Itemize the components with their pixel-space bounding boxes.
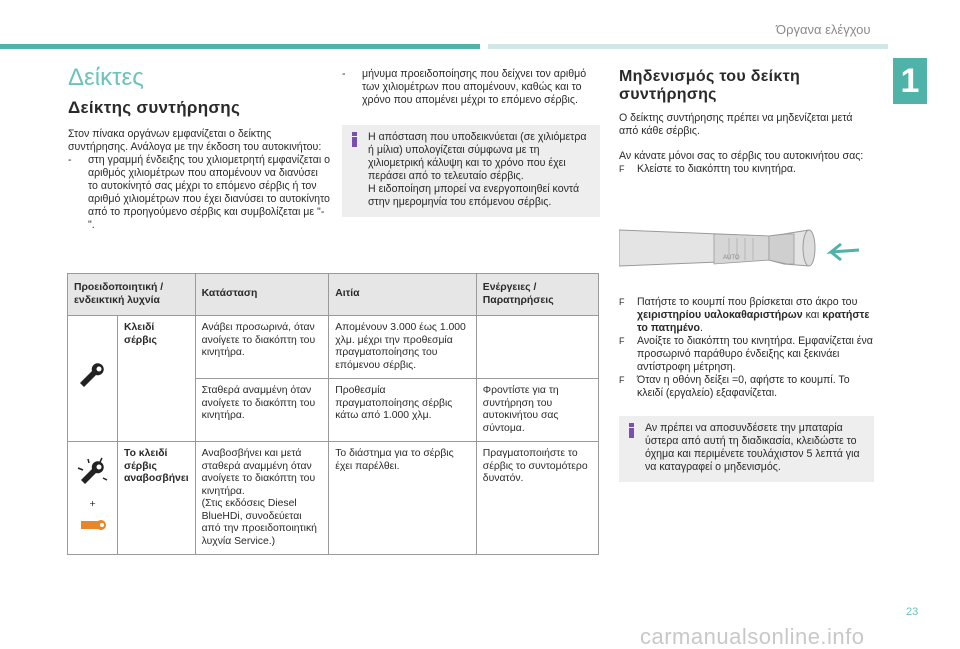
indicator-cell <box>68 316 118 442</box>
info-icon <box>627 422 637 438</box>
table-header-row <box>68 274 599 316</box>
step-item <box>619 335 874 374</box>
table-cell: Προθεσμία πραγματοποίησης σέρβις κάτω από 1.000 χλμ. <box>329 379 477 442</box>
step-text: Κλείστε το διακόπτη του κινητήρα. <box>637 163 796 175</box>
list-item-text: στη γραμμή ένδειξης του χιλιομετρητή εμφανίζεται ο αριθμός χιλιομέτρων που απομένουν να διανύσει το αυτοκίνητό σας μέχρι το επόμενο σέρβις ή τον αριθμό χιλιομέτρων που έχει διανύσει το αυτοκίνητο από το προηγούμενο σέρβις και συμβολίζεται με "-". <box>88 154 331 231</box>
chapter-title: Όργανα ελέγχου <box>776 22 871 37</box>
list-item-text: μήνυμα προειδοποίησης που δείχνει τον αριθμό των χιλιομέτρων που απομένουν, καθώς και το χρόνο που απομένει μέχρι το επόμενο σέρβις. <box>362 68 587 106</box>
chapter-tab: 1 <box>893 58 927 104</box>
middle-column <box>342 68 600 217</box>
header-light-bar <box>488 44 888 49</box>
list-item <box>68 154 330 232</box>
page-number: 23 <box>906 606 919 618</box>
reset-paragraph-2: Αν κάνατε μόνοι σας το σέρβις του αυτοκινήτου σας: <box>619 150 864 162</box>
indicator-cell <box>68 442 118 555</box>
table-cell: Πραγματοποιήστε το σέρβις το συντομότερο δυνατόν. <box>476 442 598 555</box>
step-marker-icon: F <box>619 297 625 307</box>
step-marker-icon: F <box>619 164 625 174</box>
sub-title: Δείκτης συντήρησης <box>68 98 241 117</box>
step-text: Όταν η οθόνη δείξει =0, αφήστε το κουμπί. Το κλειδί (εργαλείο) εξαφανίζεται. <box>637 374 850 399</box>
press-arrow-icon <box>831 244 859 260</box>
left-column <box>68 64 330 232</box>
step-item <box>619 296 874 335</box>
dash-marker: - <box>342 68 346 80</box>
table-cell <box>476 316 598 379</box>
step-item <box>619 163 874 176</box>
table-header: Προειδοποιητική / ενδεικτική λυχνία <box>68 274 196 316</box>
table-row <box>68 316 599 379</box>
info-note <box>619 416 874 482</box>
table-cell: Αναβοσβήνει και μετά σταθερά αναμμένη όταν ανοίγετε το διακόπτη του κινητήρα. (Στις εκδόσεις Diesel BlueHDi, συνοδεύεται από την προειδοποιητική λυχνία Service.) <box>195 442 329 555</box>
table-header: Ενέργειες / Παρατηρήσεις <box>476 274 598 316</box>
info-note <box>342 125 600 217</box>
list-item <box>342 68 600 107</box>
reset-paragraph-1: Ο δείκτης συντήρησης πρέπει να μηδενίζεται μετά από κάθε σέρβις. <box>619 112 853 137</box>
plus-sign: + <box>89 498 96 510</box>
table-row <box>68 442 599 555</box>
step-text: Πατήστε το κουμπί που βρίσκεται στο άκρο του χειριστηρίου υαλοκαθαριστήρων και κρατήστε το πατημένο. <box>637 296 870 334</box>
step-marker-icon: F <box>619 375 625 385</box>
table-cell: Το διάστημα για το σέρβις έχει παρέλθει. <box>329 442 477 555</box>
table-cell: Φροντίστε για τη συντήρηση του αυτοκινήτου σας σύντομα. <box>476 379 598 442</box>
wrench-icon <box>78 361 108 391</box>
watermark: carmanualsonline.info <box>640 624 865 649</box>
indicator-label: Κλειδί σέρβις <box>118 316 196 442</box>
step-text: Ανοίξτε το διακόπτη του κινητήρα. Εμφανίζεται ένα προσωρινό παράθυρο ένδειξης και ξεκινάει αντίστροφη μέτρηση. <box>637 335 873 373</box>
step-marker-icon: F <box>619 336 625 346</box>
wiper-stalk-illustration <box>619 190 874 282</box>
orange-wrench-icon <box>78 515 108 535</box>
dash-marker: - <box>68 154 72 166</box>
table-cell: Απομένουν 3.000 έως 1.000 χλμ. μέχρι την προθεσμία πραγματοποίησης του επόμενου σέρβις. <box>329 316 477 379</box>
table-cell: Σταθερά αναμμένη όταν ανοίγετε το διακόπτη του κινητήρα. <box>195 379 329 442</box>
step-item <box>619 374 874 400</box>
right-column <box>619 68 874 482</box>
section-title: Δείκτες <box>68 64 144 91</box>
table-header: Κατάσταση <box>195 274 329 316</box>
info-icon <box>350 131 360 147</box>
intro-paragraph: Στον πίνακα οργάνων εμφανίζεται ο δείκτης συντήρησης. Ανάλογα με την έκδοση του αυτοκινήτου: <box>68 128 322 153</box>
reset-title: Μηδενισμός του δείκτη συντήρησης <box>619 68 801 103</box>
indicator-label: Το κλειδί σέρβις αναβοσβήνει <box>118 442 196 555</box>
table-header: Αιτία <box>329 274 477 316</box>
header-accent-bar <box>0 44 480 49</box>
table-cell: Ανάβει προσωρινά, όταν ανοίγετε το διακόπτη του κινητήρα. <box>195 316 329 379</box>
note-text-2: Η ειδοποίηση μπορεί να ενεργοποιηθεί κοντά στην ημερομηνία του επόμενου σέρβις. <box>368 183 580 208</box>
note-text-1: Η απόσταση που υποδεικνύεται (σε χιλιόμετρα ή μίλια) υπολογίζεται σύμφωνα με τη χιλιομετρική κάλυψη και το χρόνο που έχει περάσει από το τελευταίο σέρβις. <box>368 131 587 182</box>
warning-lamp-table <box>67 273 599 555</box>
flashing-wrench-icon <box>76 456 110 490</box>
figure-label: AUTO <box>723 255 740 261</box>
note-text: Αν πρέπει να αποσυνδέσετε την μπαταρία ύστερα από αυτή τη διαδικασία, κλειδώστε το όχημα και περιμένετε τουλάχιστον 5 λεπτά για να καταγραφεί ο μηδενισμός. <box>645 422 860 473</box>
